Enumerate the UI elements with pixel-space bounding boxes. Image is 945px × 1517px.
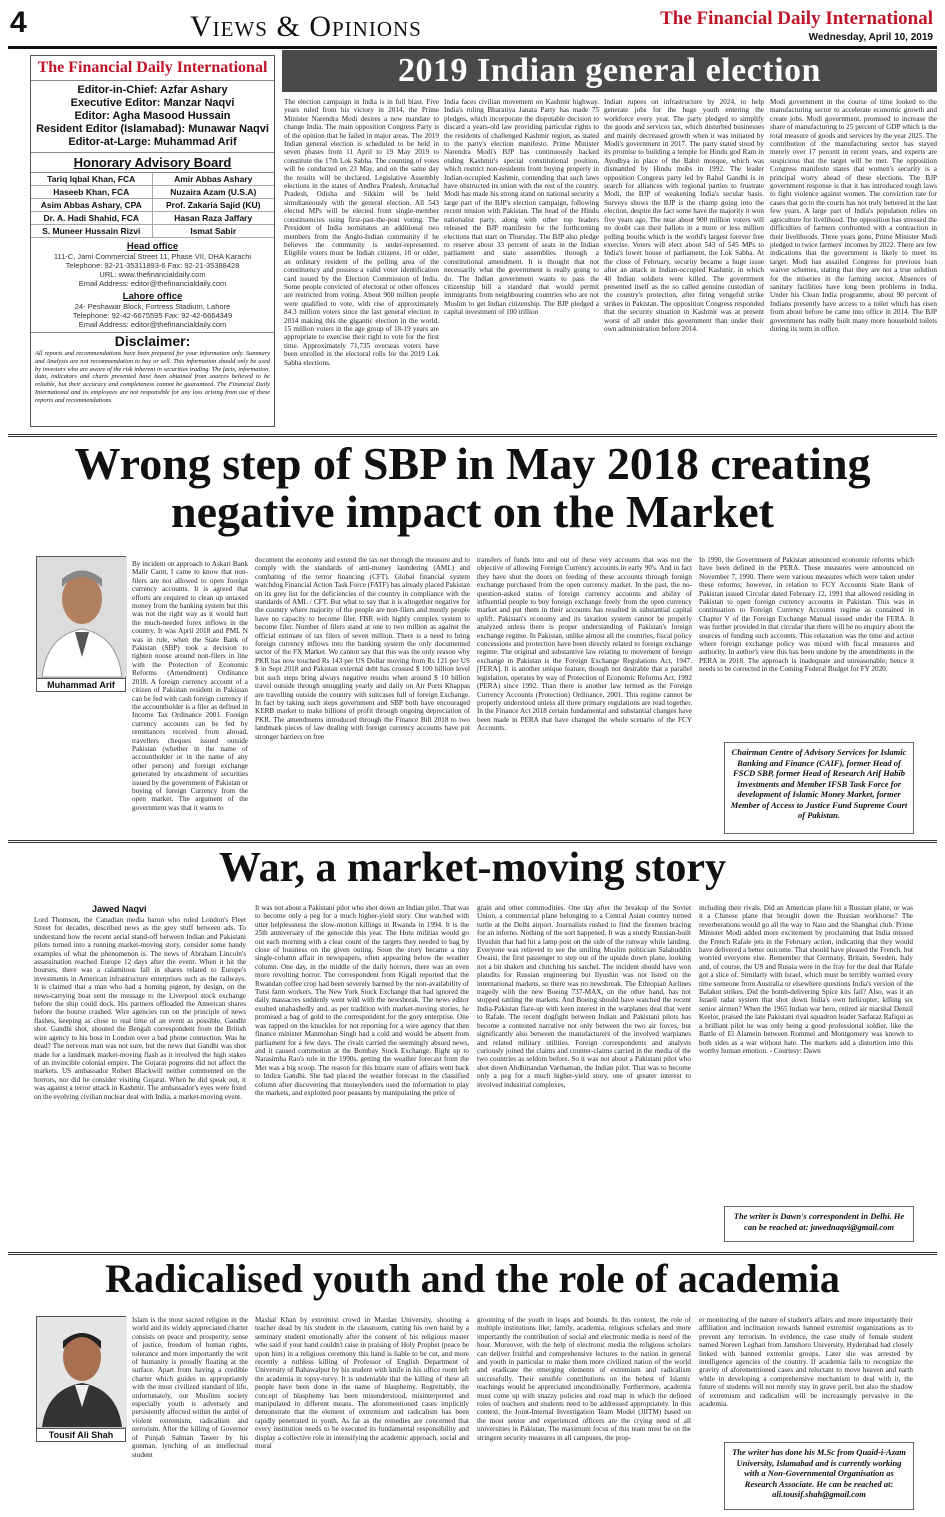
office-line: Email Address: editor@thefinancialdaily.com (78, 320, 227, 329)
office-line: Telephone: 92-21-35311893-6 Fax: 92-21-35388428 (65, 261, 240, 270)
editorial-paper-name: The Financial Daily International (31, 56, 274, 81)
board-member: Prof. Zakaria Sajid (KU) (153, 199, 275, 212)
headline-sbp: Wrong step of SBP in May 2018 creating negative impact on the Market (74, 438, 871, 538)
author-bio-box: Chairman Centre of Advisory Services for Islamic Banking and Finance (CAIF), former Head of FSCD SBP, former Head of Research Arif Habib Investments and Member IFSB Task Force for development of Islamic Money Market, former Member of Access to Justice Fund Supreme Court of Pakistan. (724, 742, 914, 834)
board-member: Dr. A. Hadi Shahid, FCA (31, 212, 153, 225)
lahore-office-details (31, 302, 274, 329)
header-rule (8, 46, 937, 49)
author-bio-box: The writer is Dawn's correspondent in Delhi. He can be reached at: jawednaqvi@gmail.com (724, 1206, 914, 1242)
article2-column: transfers of funds into and out of these very accounts that was not the objective of allowing Foreign Currency accounts in early 90's. And in fact they have shut the doors on feeding of these accounts through foreign exchange purchased from the open currency market. In the past, the no-question-asked status of foreign currency accounts and ability of influential people to buy foreign exchange freely from the open currency market and put them in their accounts has resulted in substantial capital uplift. Pakistan's economy and its taxation system cannot be properly analyzed unless there is proper understanding of Pakistan's foreign exchange regime. In Pakistan, unlike almost all the countries, fiscal policy concessions and protection have been directly related to foreign exchange regime. The original and substantive law relating to movement of foreign exchange in Pakistan is the Foreign Exchange Regulations Act, 1947. [FERA]. It is another unique feature, though not desirable that a parallel legislation, operates by way of Protection of Economic Reforms Act, 1992 (PERA) since 1992. Than there is another law termed as the Foreign Currency Accounts (Protection) Ordinance, 2001. This regime cannot be properly understood unless all three primary regulations are read together. In the Finance Act 2018 certain fundamental and substantial changes have been made in PERA that have changed the whole scenario of the FCY Accounts. (477, 556, 692, 733)
article2-column-continued (34, 700, 248, 832)
office-line: 24- Peshawar Block, Fortress Stadium, Lahore (74, 302, 231, 311)
board-member: Hasan Raza Jaffary (153, 212, 275, 225)
section-divider (8, 1252, 937, 1255)
editor-line: Editor-in-Chief: Azfar Ashary (77, 84, 228, 96)
article4-column: er monitoring of the nature of student's affairs and more importantly their affiliation and inclination towards banned extremist organizations as to prevent any terrorism. In evidence, the case study of female student named Noreen Leghari from Jamshoro University, Hyderabad had closely linked with banned extremist groups. Later she was arrested by intelligence agencies of the country. If academia fails to recognize the gravity of aforementioned cases and reluctant to move heaven and earth while in developing a comprehensive mechanism to deal with it, the future of students will not merely stay in grave peril, but also the shadow of extremism and radicalism will be increasingly pervasive in the academia. (699, 1316, 913, 1409)
article2-column (132, 560, 248, 812)
lahore-office-title: Lahore office (122, 291, 183, 302)
advisory-board-grid (31, 172, 274, 238)
byline-jawed-naqvi: Jawed Naqvi (92, 904, 147, 914)
head-office-details (31, 252, 274, 288)
article1-column: The election campaign in India is in full blast. Five years ruled from his victory in 2014, the Prime Minister Narendra Modi desires a new mandate to change India. The main opposition Congress Party is of the opinion that he failed in major areas. The 2019 Indian general election is scheduled to be held in seven phases from 11 April to 19 May 2019 to constitute the 17th Lok Sabha. The counting of votes will be conducted on 23 May, and on the same day the results will be declared. Legislative Assembly elections in the states of Andhra Pradesh, Arunachal Pradesh, Odisha and Sikkim will be held simultaneously with the general election. All 543 elected MPs will be elected from single-member constituencies using first-past-the-post voting. The President of India nominates an additional two members from the Anglo-Indian community if he believes the community is under-represented. Eligible voters must be Indian citizens, 18 or older, an ordinary resident of the polling area of the constituency and possess a valid voter identification card issued by the Election Commission of India. Some people convicted of electoral or other offences are restricted from voting. About 900 million people were qualified to vote, with rise of approximately 84.3 million voters since the last general election in 2014 making this the gigantic election in the world. 15 million voters in the age group of 18-19 years are appropriate to exercise their right to vote for the first time. Approximately 71,735 overseas voters have been enrolled in the electoral rolls for the 2019 Lok Sabha elections. (284, 98, 439, 367)
issue-date: Wednesday, April 10, 2019 (808, 32, 933, 43)
article1-column: Indian rupees on infrastructure by 2024, to help generate jobs for the huge youth entering the workforce every year. The party pledged to simplify the goods and services tax, which disturbed businesses and mainly decreased growth when it was initiated by Modi's government in 2017. The party stated stood by its promise to building a temple for Hindu god Ram in Ayodhya in place of the Babri mosque, which was dismantled by Hindu mobs in 1992. The leader opposition Congress party led by Rahul Gandhi is in search for alliances with regional parties to frustrate Modi, the BJP of weakening India's secular basis. Surveys shows the BJP is the champ going into the election, despite the fact some have the majority it won five years ago. The near about 900 million voters will no doubt cast their ballots in a more or less million polling booths which is the world's largest forever free exercise. Voters will elect about 543 of 545 MPs to India's lower house of parliament, the Lok Sabha. At the close of February, security became a huge issue after an attack in Indian-occupied Kashmir, in which 40 Indian soldiers were killed. The government presented itself as the so called genuine custodian of the country's protection, after firing vengeful strike strikes in Pakistan. The opposition Congress responded that the security situation in Kashmir was at present worst of all under this government than under their own administration before 2014. (604, 98, 764, 333)
headline-war: War, a market-moving story (218, 845, 727, 891)
article4-column: Mashal Khan by extremist crowd in Mardan University, shooting a teacher dead by his student in the classroom, cutting his own hand by a seminary student emotionally after the consent of his religious master who said if your hand couldn't raise in praising of Holy Prophet (peace be upon him) in a religious ceremony this hand is liable to be cut, and more recently a ruthless killing of Professor of English Department of University of Bahawalpur by his student with knife in his office room left the academia in topsy-turvy. It is undeniable that the killing of these all people have been done in the name of blasphemy. Regrettably, the concept of blasphemy has been misunderstood, misinterpreted and manipulated in different means. The aforementioned cases implicitly demonstrate that the element of extremism and radicalism has been rapidly penetrated in youth. As far as the remedies are concerned that every institution needs to be executed its fundamental responsibility and display a collective role in intensifying the academic approach, social and moral (255, 1316, 469, 1451)
head-office-title: Head office (126, 241, 179, 252)
section-title: Views & Opinions (190, 10, 422, 43)
article3-column: including their rivals. Did an American plane hit a Russian plane, or was it a Chinese plane that brought down the Russian workhorse? The reverberations would go all the way to Nato and the Shanghai club. Prime Minister Modi added more excitement by proclaiming that India missed the French Rafale jets in the February action, indicating that they would have delivered a better outcome. That should have pleased the French, but worried everyone else. Remember that Germany, Britain, Sweden, Italy and, of course, the US and Russia were in the fray for the deal that Rafale got a slice of. Similarly with Israel, which must be terribly worried every time someone from Australia or elsewhere questions India's version of the Balakot strikes. Did the bomb-delivering Spice kits fail? Also, was it an Israeli radar system that shot down India's own helicopter, killing six senior airmen? When the 1965 Indian war hero, retired air marshal Denzil Keelor, praised the late Pakistani rival squadron leader Sarfaraz Rafiqui as a brilliant pilot he was only being a good professional soldier, like the Battle of El Alamein between Rommel and Montgomery was known to both sides as a war without hate. The markets add a distortion into this worthy human emotion. - Courtesy: Dawn (699, 904, 913, 1055)
portrait-icon (37, 1317, 127, 1427)
editor-line: Executive Editor: Manzar Naqvi (70, 97, 235, 109)
board-member: Ismat Sabir (153, 225, 275, 238)
page-number: 4 (10, 6, 27, 39)
author-caption: Tousif Ali Shah (37, 1428, 125, 1441)
section-divider (8, 840, 937, 843)
board-member: Amir Abbas Ashary (153, 173, 275, 186)
article2-column: In 1990, the Government of Pakistan announced economic reforms which have been defined in the PERA. These measures were announced on November 7, 1990. There were various measures which were taken under these reforms; however, in relation to FCY Accounts State Bank of Pakistan issued Circular dated February 12, 1991 that allowed residing in Pakistan to open foreign currency accounts in Pakistan. This was in continuation to Foreign Currency Accounts regime as contained in Chapter V of the Foreign Exchange Manual issued under the FERA. It was further provided in that circular that there will be no enquiry about the sources of funding such accounts. This relaxation was the time and action where foreign exchange policy was mixed with fiscal measures and authority. In author's view this has been undone by the amendments in the PERA in 2018. The approach is inadequate and unreasonable; hence it needs to be corrected in the Coming Federal Budget for FY 2020. (699, 556, 914, 674)
advisory-board-title: Honorary Advisory Board (31, 152, 274, 172)
disclaimer-text: All reports and recommendations have been prepared for your information only. Summary and Analysis are not recommendation to buy or sell. This information should only be used by investors who are aware of the risk inherent in securities trading. The facts, information, data, indicators and charts presented have been obtained from sources believed to be reliable, but their accuracy and completeness cannot be guaranteed. The Financial Daily International and its employees are not responsible for any loss arising from use of these reports and recommendations. (35, 350, 270, 404)
office-line: Email Address: editor@thefinancialdaily.com (78, 279, 227, 288)
disclaimer-title: Disclaimer: (31, 332, 274, 349)
masthead: The Financial Daily International (660, 8, 933, 29)
section-divider (8, 434, 937, 437)
board-member: Nuzaira Azam (U.S.A) (153, 186, 275, 199)
office-line: 111-C, Jami Commercial Street 11, Phase VII, DHA Karachi (53, 252, 252, 261)
author-caption: Muhammad Arif (37, 678, 125, 691)
portrait-icon (37, 557, 127, 677)
editors-list (31, 81, 274, 152)
article3-column: Lord Thomson, the Canadian media baron who ruled London's Fleet Street for decades, described news as the grey stuff between ads. To understand how the recent aerial stand-off between Indian and Pakistani pilots turned into a running market-moving story, consider some handy examples of what the phenomenon is. The news of Abraham Lincoln's assassination reached Europe 12 days after the event. When it hit the bourses, there was a calamitous fall in shares related to Europe's investments in American infrastructure enterprises such as the railways. It is claimed that a man who had a homing pigeon, by design, on the news-carrying boat sent the message to the Liverpool stock exchange before the ship could dock. His partners offloaded the American shares before the bourse crashed. Wire agencies run on the principle of news flashes, keeping as close to real time of an event as possible. Gandhi shot. Gandhi shot, shouted the Bengali correspondent from the British wire agency to his boss in London over a bad phone connection. Was he dead? The nervous man was not sure, but the news that Gandhi was shot made for a landmark market-moving flash as it involved the high stakes of an invincible colonial empire. The Gujarat pogroms did not affect the markets. US ambassador Robert Blackwill neither commented on the horrors, nor did he consider visiting Gujarat. When he did speak out, it was against a terror attack in Kashmir. The ambassador's eyes were fixed on the evolving civilian nuclear deal with India, a market-moving event. (34, 916, 246, 1101)
board-member: Haseeb Khan, FCA (31, 186, 153, 199)
editorial-box (30, 55, 275, 427)
article2-column: document the economy and extend the tax net through the measure and to comply with the standards of anti-money laundering (AML) and combating of the terror financing (CFT). Global financial system watchdog Financial Action Task Force (FATF) has already placed Pakistan on its grey list for the deficiencies of the country in compliance with the standards of AML / CFT. But what to say that it is altogether negative for the country where majority of the people are non-filers and mostly people have no capacity to become filer. FBR with highly complex system to become filer. Number of filers stand at one to two million as against the official estimate of tax filers of seven million. There is a need to bring foreign currency inflows into the banking system the only documented sector of the FX Market. We cannot say that this was the only reason why PKR has now touched Rs 143 per US Dollar moving from Rs 121 per US $ in Sept 2018 and Pakistan external debt has crossed $ 100 billion level but such steps bring always negative results when around $ 10 billion travel outside through smuggling yearly and daily on Air Ports Khappas are travelling outside the country with suitcases full of foreign Exchange. In fact by taking such steps government and SBP both have encouraged KERB market to make billions of profit through ongoing depreciation of PKR. The amendments introduced through the Finance Bill 2018 to two landmark pieces of law dealing with foreign currency accounts have put stronger barriers on free (255, 556, 470, 741)
editor-line: Editor: Agha Masood Hussain (74, 110, 231, 122)
headline-indian-election: 2019 Indian general election (282, 50, 937, 92)
article4-column: Islam is the most sacred religion in the world and its widely appreciated charter consists on peace and prosperity, sense of justice, freedom of human rights, tolerance and more importantly the writ of humanity is proudly floating at the surface. Apart from having a credible charter which guides us appropriately with the most civilized standard of life, unfortunately, our Muslims society especially youth is adversely and persistently affected within the ambit of violent extremism, radicalism and terrorism. After the killing of Governor of Punjab Salman Taseer by his gunman, lynching of an intellectual student (132, 1316, 248, 1459)
headline-radicalised-youth: Radicalised youth and the role of academia (105, 1256, 840, 1301)
author-photo-muhammad-arif (36, 556, 126, 692)
office-line: Telephone: 92-42-6675595 Fax: 92-42-6664349 (72, 311, 233, 320)
board-member: Tariq Iqbal Khan, FCA (31, 173, 153, 186)
article1-column: Modi government in the course of time looked to the manufacturing sector to accelerate economic growth and create jobs. Modi government, promised to increase the share of manufacturing to 25 percent of GDP which is the total measure of goods and services by the year 2025. The contribution of the manufacturing sector has stayed merely over 17 percent in recent years, and experts are suspicious that the target will be met. The opposition Congress manifesto states that women's security is a principal worry ahead of these elections. The BJP government response is that it has introduced tough laws to fight violence against women. The conviction rate for cases that go to the courts has not truly bettered in the last few years. A large part of India's population relies on agriculture for livelihood. The opposition has stressed the difficulties of farmers confronted with a contraction in their livelihoods. Three years gone, Prime Minister Modi pledged to twice farmers' incomes by 2022. There are few indications that the government is likely to meet its target. Modi has assailed Congress for previous loan waiver schemes, stating that they are not a true solution for the miseries in the farming sector. Absences of sanitary facilities have long been problems in India. Under his Clean India programme, about 90 percent of Indians presently have access to a toilet which has risen from about before he came into office in 2014. The BJP government has really built many more household toilets during its term in office. (770, 98, 937, 333)
author-bio-box: The writer has done his M.Sc from Quaid-i-Azam University, Islamabad and is currently working with a Non-Governmental Organisation as Research Associate. He can be reached at: ali.tousif.shah@gmail.com (724, 1442, 914, 1510)
editor-line: Resident Editor (Islamabad): Munawar Naqvi (36, 123, 269, 135)
board-member: Asim Abbas Ashary, CPA (31, 199, 153, 212)
office-line: URL: www.thefinancialdaily.com (99, 270, 206, 279)
article2-lead: By incident on approach to Askari Bank Malir Cantt, I came to know that non-filers are not allowed to open foreign currency accounts. It is agreed that efforts are required to clean up untaxed money from the banking system but this was not the right way as it would hurt the much-needed forex inflows in the country. It was April 2018 and PML N was in rule, when the State Bank of Pakistan (SBP) took a decision to tighten noose around non-filers in line with the Protection of Economic Reforms (Amendment) Ordinance 2018. A foreign currency account of a citizen of Pakistan resident in Pakistan can be fed with cash foreign currency if the accountholder is a filer as defined in Income Tax Ordinance 2001. Foreign currency accounts can be fed by remittances received from abroad, travellers cheques issued outside Pakistan (whether in the name of accountholder or in the name of any other person) and foreign exchange generated by encashment of securities issued by the government of Pakistan or buying of foreign Currency from the open market. The argument of the government was that it wants to (132, 560, 248, 812)
editor-line: Editor-at-Large: Muhammad Arif (68, 136, 237, 148)
article3-column: It was not about a Pakistani pilot who shot down an Indian pilot. That was to become only a peg for a much higher-yield story. One watched with utter helplessness the slow-motion killings in Rwanda in 1994. It is the 25th anniversary of the genocide this year. The Hutu militias would go out each morning with a clear count of the targets they needed to bag by close of business on the given outing. Soon the story became a tiny single-column affair in newspapers, often appearing below the weather column. One day, in the middle of the daily horrors, there was an even more revolting horror. The correspondent from Kigali reported that the Rwandan coffee crop had been severely harmed by the non-availability of Tutsi farm workers. The New York Stock Exchange that had ignored the daily massacres suddenly went wild with the newsbreak. The news editor exulted unabashedly and, as per tradition with market-moving stories, he promised a bag of gold to the correspondent for the gory enterprise. One was rapped on the knuckles for not reporting for a wire agency that then finance minister Manmohan Singh had a cold and would be absent from parliament for a few days. The rivals carried the seemingly absurd news, and it caused commotion at the Bombay Stock Exchange. Right up to Narasimha Rao's rule in the 1990s, getting the weather forecast from the Met was a big scoop. The reason for this bizarre state of affairs went back to Indira Gandhi. She had placed the weather forecast in the classified column after discovering that moneylenders used the information to play the markets, and exploited poor peasants by manipulating the price of (255, 904, 469, 1097)
article4-column: grooming of the youth in leaps and bounds. In this context, the role of multiple institutions like; family, academia, religious scholars and more importantly the contribution of social and electronic media is need of the hour. Moreover, with the help of electronic media the religious scholars can deliver fruitful and comprehensive lectures to the nation in general and youth in particular to make them more civilized nation of the world and eradicate the emerging elements of extremism and radicalism successfully. Their sensible contributions on the behest of Islamic teachings would be appreciated unconditionally. Furthermore, academia must come up with snazzy policies and road map in which the defined roles of teachers and students need to be addressed appropriately. In this context, the Joint-Internal Investigation Team Model (JIITM) based on the most senior and experienced officers are the crying need of all universities in Pakistan. The maximum focus of this team must be on the stringent security measures in all campuses, the prop- (477, 1316, 691, 1442)
article3-column: grain and other commodities. One day after the breakup of the Soviet Union, a commercial plane belonging to a Central Asian country turned turtle at the Delhi airport. Journalists rushed to find the firemen bracing for an inferno. Nothing of the sort happened. It was a sturdy Russian-built Ilyushin that had hit a lamp post on the side of the runway while landing. Everyone was relieved to see the smiling Muslim politician Salahuddin Owaisi, the first passenger to step out of the upside down plane, looking not a bit shaken and clutching his satchel. The incident should have won plaudits for Russian engineering but Ilyushin was not listed on the international markets, so there was no newsbreak. The Ethiopian Airlines tragedy with the new Boeing 737-MAX, on the other hand, has not stopped rattling the markets. And Boeing should have watched the recent India-Pakistan flare-up with keen interest in the warplanes deal that went to Rafale. The recent dogfight between Indian and Pakistani pilots has become a contested narrative not only between the two air forces, but significantly also between the manufacturers of the involved warplanes and related military utilities. Foreign correspondents and analysts curiously joined the claims and counter-claims carried in the media of the two countries as seldom before. So it was not about a Pakistani pilot who shot down Abdhinandan Varthaman, the Indian pilot. That was to become only a peg for a much higher-yield story, one of greater interest to involved industrial complexes, (477, 904, 691, 1089)
article1-column: India faces civilian movement on Kashmir highway. India's ruling Bharatiya Janata Party has made 75 pledges, which incorporate the disputable decision to discard a years-old law providing particular rights to the residents of challenged Kashmir region, as stated to the party's election manifesto. Prime Minister Narendra Modi's BJP has continuously backed ending Kashmir's special constitutional position, which restrict non-residents from buying property in Indian-occupied Kashmir, contending that such laws have obstructed its union with the rest of the country. Modi has made his strong stand on national security a large part of the BJP's election campaign, following recent tension with Pakistan. The head of the Hindu nationalist party, along with other top leaders released the BJP manifesto for the forthcoming elections that start on Thursday. The BJP also pledge to reserve about 33 percent of seats in the Indian parliament and state assemblies through a constitutional amendment. It is thought that not necessarily what the government is really going to do. The Indian government wants to pass the citizenship bill a standard that would permit immigrants from neighbouring countries who are not Muslim to get Indian citizenship. The BJP pledged a capital investment of 100 trillion (444, 98, 599, 317)
board-member: S. Muneer Hussain Rizvi (31, 225, 153, 238)
author-photo-tousif-ali-shah (36, 1316, 126, 1442)
